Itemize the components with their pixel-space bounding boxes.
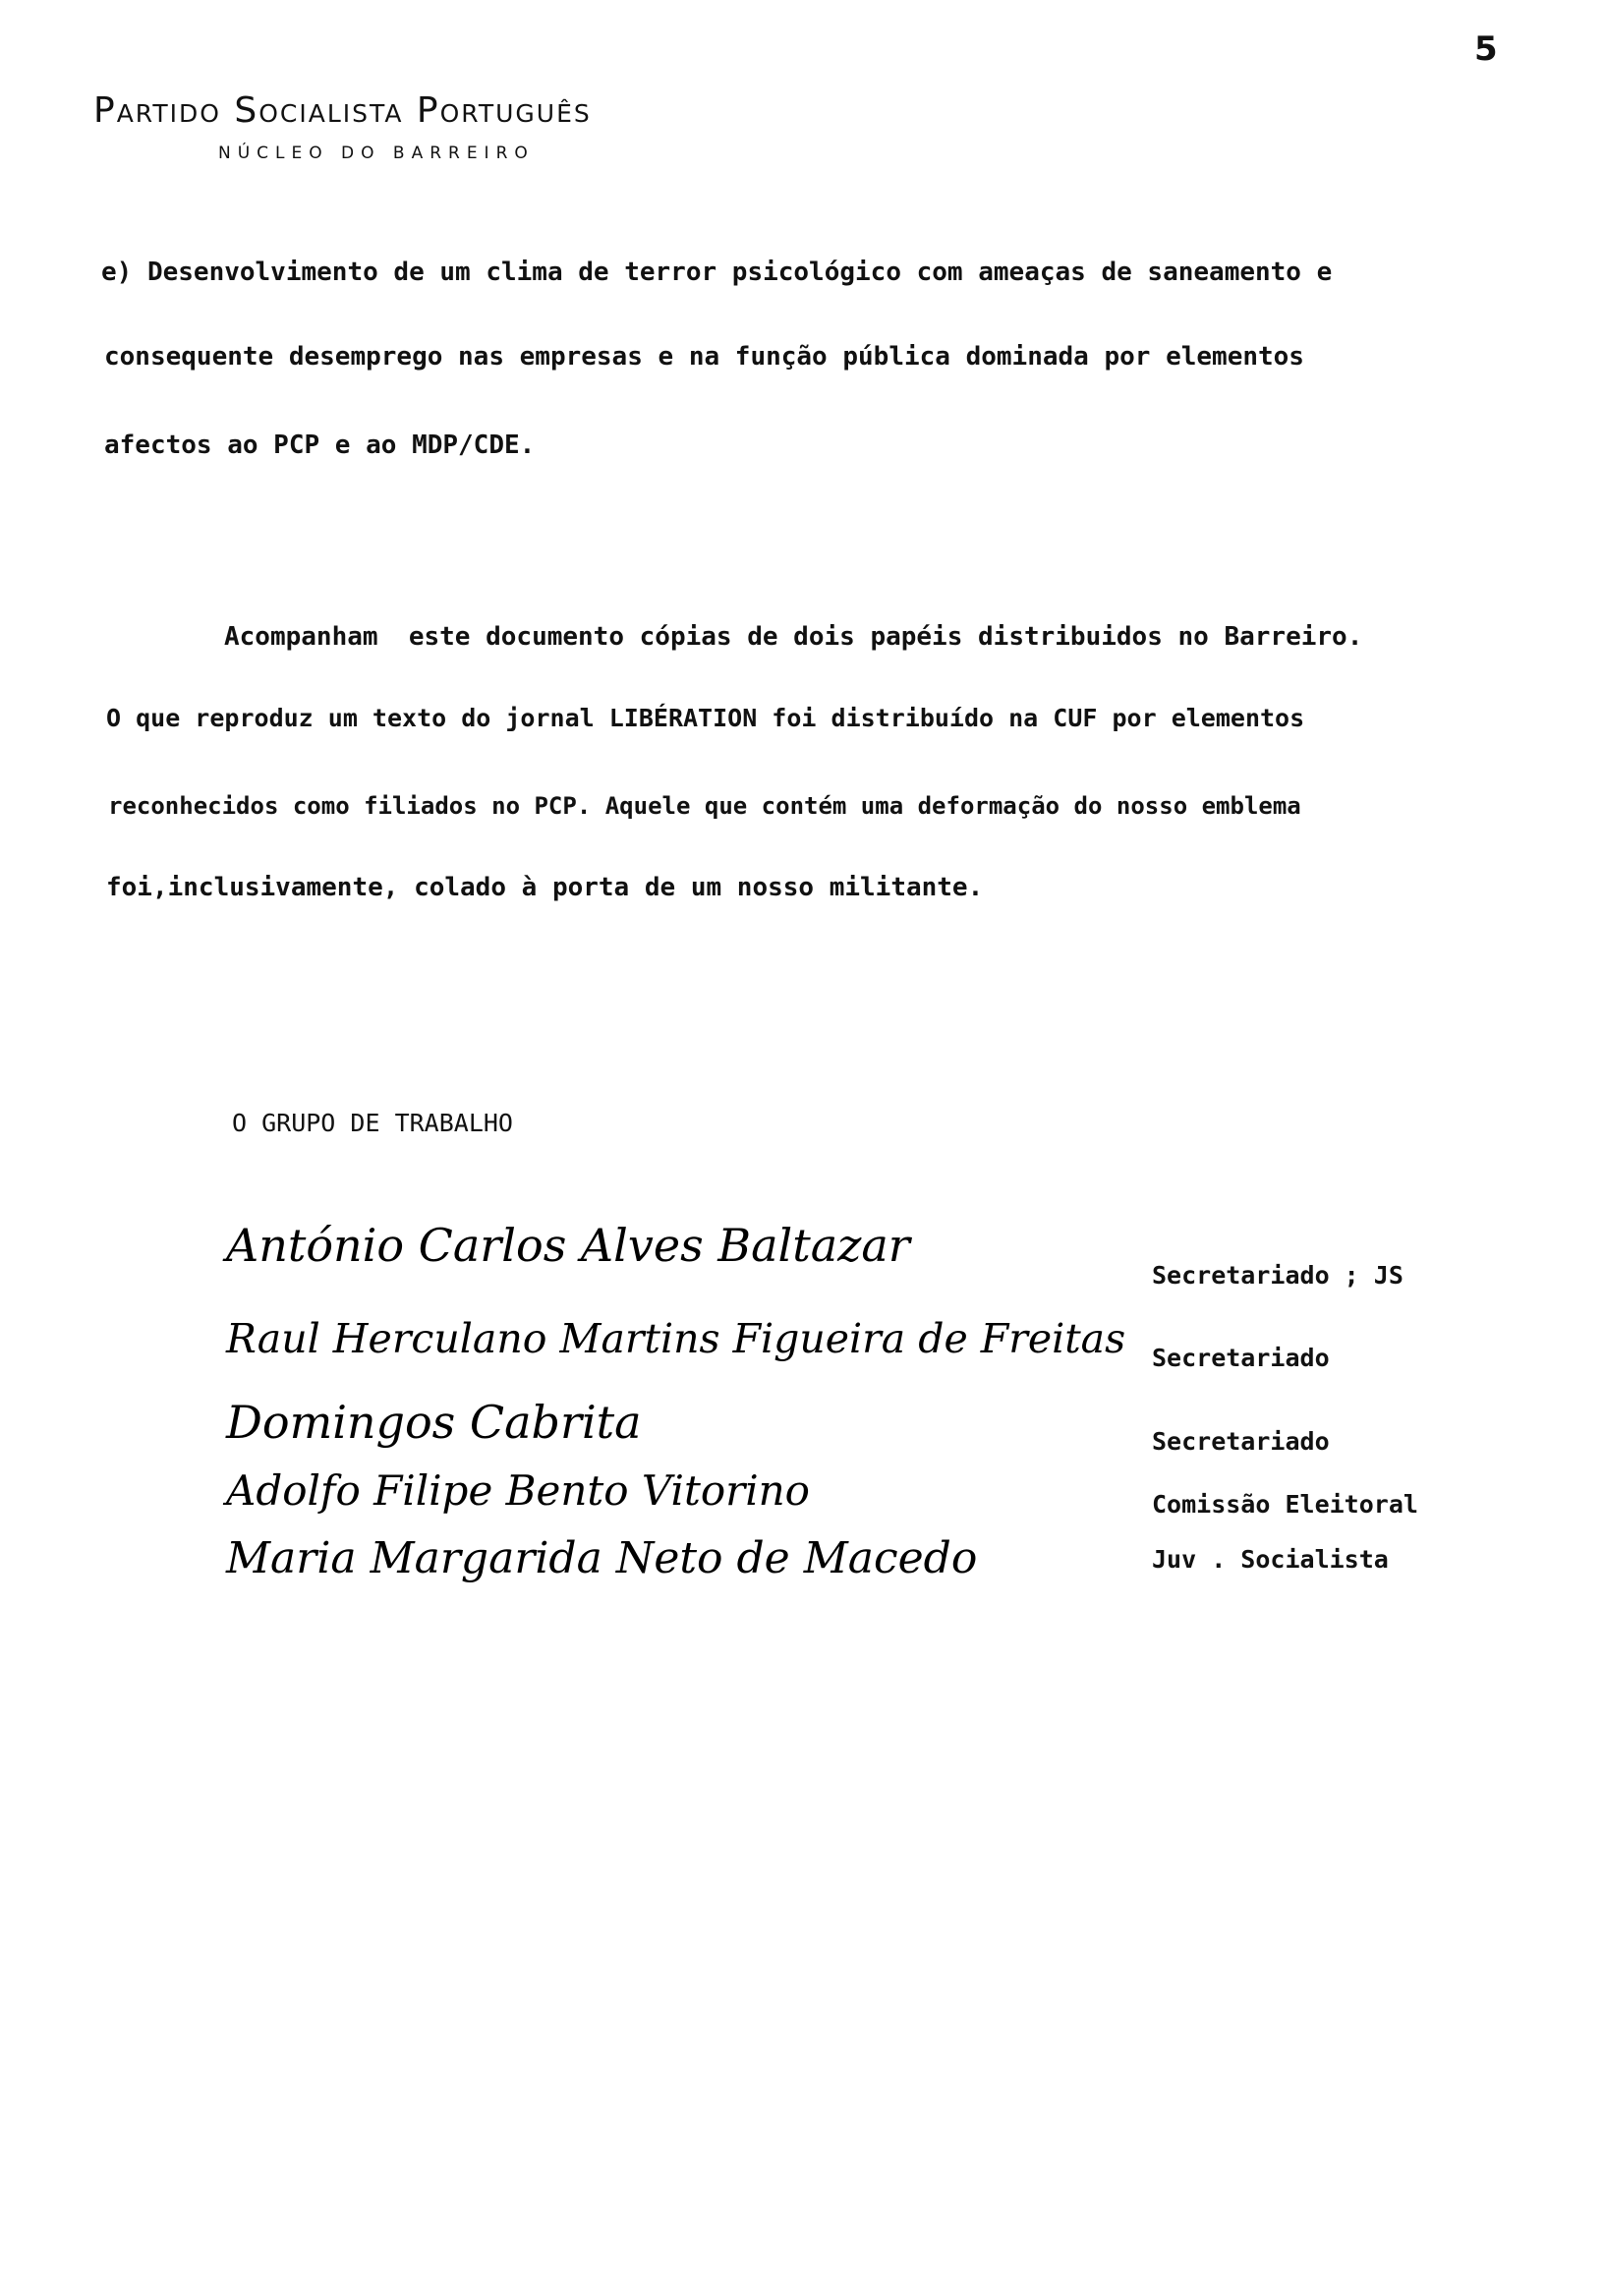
signatory-role: Juv . Socialista bbox=[1152, 1545, 1389, 1574]
signatory-role: Secretariado bbox=[1152, 1344, 1330, 1372]
letterhead-title: Partido Socialista Português bbox=[93, 90, 592, 131]
handwritten-signature: Adolfo Filipe Bento Vitorino bbox=[226, 1466, 810, 1515]
page-number: 5 bbox=[1474, 29, 1498, 69]
signatory-role: Comissão Eleitoral bbox=[1152, 1490, 1418, 1519]
handwritten-signature: Domingos Cabrita bbox=[226, 1396, 642, 1449]
signatory-role: Secretariado ; JS bbox=[1152, 1261, 1404, 1290]
group-heading: O GRUPO DE TRABALHO bbox=[232, 1109, 513, 1137]
paragraph-e-line: consequente desemprego nas empresas e na função pública dominada por elementos bbox=[104, 342, 1304, 372]
handwritten-signature: António Carlos Alves Baltazar bbox=[226, 1219, 910, 1272]
paragraph-e-line: afectos ao PCP e ao MDP/CDE. bbox=[104, 430, 536, 460]
paragraph-line: reconhecidos como filiados no PCP. Aquele que contém uma deformação do nosso emblema bbox=[108, 792, 1301, 820]
paragraph-e-line: e) Desenvolvimento de um clima de terror psicológico com ameaças de saneamento e bbox=[101, 258, 1333, 287]
paragraph-line: foi,inclusivamente, colado à porta de um nosso militante. bbox=[106, 873, 984, 902]
paragraph-line: O que reproduz um texto do jornal LIBÉRATION foi distribuído na CUF por elementos bbox=[106, 704, 1305, 732]
signatory-role: Secretariado bbox=[1152, 1427, 1330, 1456]
handwritten-signature: Maria Margarida Neto de Macedo bbox=[226, 1533, 978, 1583]
paragraph-line: Acompanham este documento cópias de dois papéis distribuidos no Barreiro. bbox=[224, 622, 1363, 652]
letterhead-subtitle: NÚCLEO DO BARREIRO bbox=[218, 144, 535, 163]
handwritten-signature: Raul Herculano Martins Figueira de Freitas bbox=[226, 1315, 1126, 1362]
